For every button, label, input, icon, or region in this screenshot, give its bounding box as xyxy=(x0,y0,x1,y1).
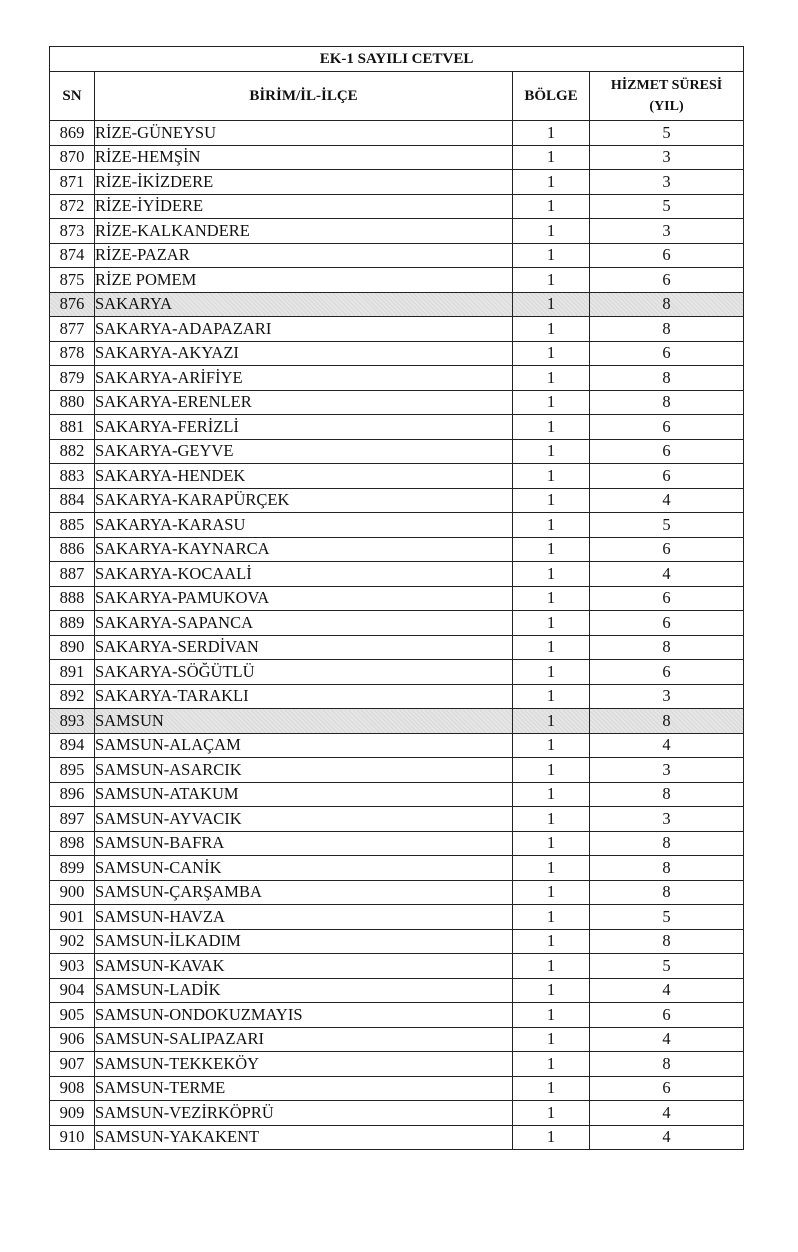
cell-yil: 8 xyxy=(590,1052,744,1077)
table-row xyxy=(50,243,744,268)
cell-bolge: 1 xyxy=(513,1052,590,1077)
cell-sn: 893 xyxy=(50,709,95,734)
cell-yil: 6 xyxy=(590,537,744,562)
cell-sn: 874 xyxy=(50,243,95,268)
cell-yil: 6 xyxy=(590,439,744,464)
cell-birim: SAMSUN-ONDOKUZMAYIS xyxy=(95,1003,513,1028)
cell-sn: 876 xyxy=(50,292,95,317)
cell-birim: SAKARYA xyxy=(95,292,513,317)
cell-birim: SAKARYA-KARAPÜRÇEK xyxy=(95,488,513,513)
cell-bolge: 1 xyxy=(513,929,590,954)
cell-yil: 8 xyxy=(590,856,744,881)
table-row xyxy=(50,219,744,244)
cell-bolge: 1 xyxy=(513,978,590,1003)
table-row xyxy=(50,1101,744,1126)
cell-birim: RİZE-İKİZDERE xyxy=(95,170,513,195)
cell-birim: SAKARYA-HENDEK xyxy=(95,464,513,489)
ek1-cetvel-table xyxy=(49,46,744,1150)
table-row xyxy=(50,562,744,587)
cell-yil: 4 xyxy=(590,1125,744,1150)
cell-yil: 8 xyxy=(590,782,744,807)
table-title: EK-1 SAYILI CETVEL xyxy=(50,47,744,72)
cell-bolge: 1 xyxy=(513,733,590,758)
cell-yil: 8 xyxy=(590,929,744,954)
cell-yil: 6 xyxy=(590,268,744,293)
cell-bolge: 1 xyxy=(513,905,590,930)
cell-birim: SAKARYA-SÖĞÜTLÜ xyxy=(95,660,513,685)
cell-bolge: 1 xyxy=(513,1027,590,1052)
cell-birim: SAKARYA-SERDİVAN xyxy=(95,635,513,660)
cell-bolge: 1 xyxy=(513,464,590,489)
table-row xyxy=(50,317,744,342)
cell-sn: 902 xyxy=(50,929,95,954)
table-row xyxy=(50,929,744,954)
cell-bolge: 1 xyxy=(513,341,590,366)
table-row xyxy=(50,292,744,317)
cell-yil: 6 xyxy=(590,660,744,685)
cell-birim: SAKARYA-GEYVE xyxy=(95,439,513,464)
cell-birim: SAKARYA-TARAKLI xyxy=(95,684,513,709)
table-row xyxy=(50,1076,744,1101)
cell-birim: SAKARYA-PAMUKOVA xyxy=(95,586,513,611)
cell-bolge: 1 xyxy=(513,856,590,881)
cell-yil: 8 xyxy=(590,317,744,342)
cell-yil: 6 xyxy=(590,243,744,268)
table-row xyxy=(50,758,744,783)
cell-yil: 8 xyxy=(590,292,744,317)
table-row xyxy=(50,880,744,905)
cell-birim: SAMSUN-AYVACIK xyxy=(95,807,513,832)
cell-sn: 899 xyxy=(50,856,95,881)
cell-bolge: 1 xyxy=(513,292,590,317)
cell-yil: 3 xyxy=(590,219,744,244)
cell-yil: 4 xyxy=(590,488,744,513)
cell-bolge: 1 xyxy=(513,219,590,244)
cell-sn: 880 xyxy=(50,390,95,415)
cell-bolge: 1 xyxy=(513,121,590,146)
cell-birim: RİZE-İYİDERE xyxy=(95,194,513,219)
table-row xyxy=(50,390,744,415)
cell-sn: 904 xyxy=(50,978,95,1003)
table-row xyxy=(50,194,744,219)
table-row xyxy=(50,586,744,611)
cell-birim: SAMSUN-ATAKUM xyxy=(95,782,513,807)
cell-sn: 871 xyxy=(50,170,95,195)
cell-sn: 908 xyxy=(50,1076,95,1101)
cell-yil: 3 xyxy=(590,145,744,170)
cell-sn: 869 xyxy=(50,121,95,146)
cell-bolge: 1 xyxy=(513,488,590,513)
cell-bolge: 1 xyxy=(513,366,590,391)
cell-bolge: 1 xyxy=(513,1076,590,1101)
cell-bolge: 1 xyxy=(513,390,590,415)
table-row xyxy=(50,537,744,562)
cell-yil: 8 xyxy=(590,635,744,660)
cell-bolge: 1 xyxy=(513,268,590,293)
table-row xyxy=(50,807,744,832)
table-row xyxy=(50,1027,744,1052)
table-row xyxy=(50,954,744,979)
table-row xyxy=(50,145,744,170)
cell-birim: SAMSUN-HAVZA xyxy=(95,905,513,930)
cell-bolge: 1 xyxy=(513,1003,590,1028)
cell-bolge: 1 xyxy=(513,562,590,587)
cell-yil: 3 xyxy=(590,758,744,783)
cell-birim: RİZE-GÜNEYSU xyxy=(95,121,513,146)
cell-sn: 883 xyxy=(50,464,95,489)
cell-birim: SAKARYA-KAYNARCA xyxy=(95,537,513,562)
cell-bolge: 1 xyxy=(513,782,590,807)
cell-sn: 875 xyxy=(50,268,95,293)
cell-yil: 3 xyxy=(590,807,744,832)
cell-yil: 8 xyxy=(590,831,744,856)
cell-birim: SAKARYA-ADAPAZARI xyxy=(95,317,513,342)
cell-birim: SAMSUN-ASARCIK xyxy=(95,758,513,783)
header-bolge: BÖLGE xyxy=(513,72,590,121)
table-title-row xyxy=(50,47,744,72)
cell-bolge: 1 xyxy=(513,513,590,538)
cell-birim: SAKARYA-KOCAALİ xyxy=(95,562,513,587)
cell-sn: 897 xyxy=(50,807,95,832)
cell-sn: 895 xyxy=(50,758,95,783)
cell-yil: 5 xyxy=(590,905,744,930)
table-row xyxy=(50,513,744,538)
cell-yil: 3 xyxy=(590,170,744,195)
cell-birim: SAKARYA-KARASU xyxy=(95,513,513,538)
table-row xyxy=(50,635,744,660)
table-body xyxy=(50,121,744,1150)
table-row xyxy=(50,121,744,146)
cell-birim: SAMSUN-ALAÇAM xyxy=(95,733,513,758)
cell-birim: SAMSUN-YAKAKENT xyxy=(95,1125,513,1150)
cell-birim: SAKARYA-ERENLER xyxy=(95,390,513,415)
cell-yil: 5 xyxy=(590,121,744,146)
cell-birim: SAMSUN-ÇARŞAMBA xyxy=(95,880,513,905)
cell-birim: SAKARYA-FERİZLİ xyxy=(95,415,513,440)
cell-sn: 872 xyxy=(50,194,95,219)
cell-yil: 5 xyxy=(590,513,744,538)
cell-bolge: 1 xyxy=(513,660,590,685)
cell-sn: 873 xyxy=(50,219,95,244)
cell-sn: 910 xyxy=(50,1125,95,1150)
cell-bolge: 1 xyxy=(513,194,590,219)
table-row xyxy=(50,439,744,464)
table-row xyxy=(50,1052,744,1077)
cell-yil: 8 xyxy=(590,880,744,905)
cell-yil: 6 xyxy=(590,341,744,366)
cell-sn: 877 xyxy=(50,317,95,342)
cell-sn: 898 xyxy=(50,831,95,856)
table-row xyxy=(50,856,744,881)
cell-yil: 6 xyxy=(590,611,744,636)
table-row xyxy=(50,488,744,513)
table-row xyxy=(50,831,744,856)
cell-yil: 6 xyxy=(590,586,744,611)
cell-bolge: 1 xyxy=(513,415,590,440)
cell-birim: SAMSUN-CANİK xyxy=(95,856,513,881)
header-sn: SN xyxy=(50,72,95,121)
cell-bolge: 1 xyxy=(513,880,590,905)
table-row xyxy=(50,782,744,807)
cell-yil: 6 xyxy=(590,1003,744,1028)
cell-birim: SAMSUN-TEKKEKÖY xyxy=(95,1052,513,1077)
cell-sn: 870 xyxy=(50,145,95,170)
table-header-row xyxy=(50,72,744,121)
cell-sn: 882 xyxy=(50,439,95,464)
table-row xyxy=(50,366,744,391)
table-row xyxy=(50,268,744,293)
cell-birim: SAKARYA-AKYAZI xyxy=(95,341,513,366)
cell-sn: 907 xyxy=(50,1052,95,1077)
header-birim: BİRİM/İL-İLÇE xyxy=(95,72,513,121)
table-row xyxy=(50,341,744,366)
cell-sn: 901 xyxy=(50,905,95,930)
cell-birim: SAMSUN-VEZİRKÖPRÜ xyxy=(95,1101,513,1126)
cell-sn: 891 xyxy=(50,660,95,685)
table-row xyxy=(50,978,744,1003)
cell-bolge: 1 xyxy=(513,243,590,268)
cell-sn: 879 xyxy=(50,366,95,391)
cell-birim: SAMSUN-KAVAK xyxy=(95,954,513,979)
cell-bolge: 1 xyxy=(513,758,590,783)
cell-birim: SAMSUN-TERME xyxy=(95,1076,513,1101)
cell-bolge: 1 xyxy=(513,831,590,856)
cell-birim: SAMSUN xyxy=(95,709,513,734)
cell-sn: 887 xyxy=(50,562,95,587)
cell-bolge: 1 xyxy=(513,317,590,342)
cell-bolge: 1 xyxy=(513,1125,590,1150)
cell-sn: 909 xyxy=(50,1101,95,1126)
table-row xyxy=(50,1125,744,1150)
cell-yil: 8 xyxy=(590,390,744,415)
header-hizmet-suresi-line2: (YIL) xyxy=(649,99,684,114)
header-hizmet-suresi xyxy=(590,72,744,121)
cell-birim: SAMSUN-İLKADIM xyxy=(95,929,513,954)
cell-birim: SAKARYA-ARİFİYE xyxy=(95,366,513,391)
cell-sn: 889 xyxy=(50,611,95,636)
cell-sn: 905 xyxy=(50,1003,95,1028)
cell-sn: 903 xyxy=(50,954,95,979)
cell-sn: 881 xyxy=(50,415,95,440)
table-row xyxy=(50,611,744,636)
cell-bolge: 1 xyxy=(513,586,590,611)
cell-yil: 8 xyxy=(590,366,744,391)
cell-sn: 886 xyxy=(50,537,95,562)
cell-bolge: 1 xyxy=(513,1101,590,1126)
cell-yil: 4 xyxy=(590,562,744,587)
cell-yil: 5 xyxy=(590,954,744,979)
cell-birim: RİZE-KALKANDERE xyxy=(95,219,513,244)
table-row xyxy=(50,660,744,685)
table-row xyxy=(50,464,744,489)
cell-sn: 896 xyxy=(50,782,95,807)
cell-birim: RİZE POMEM xyxy=(95,268,513,293)
header-hizmet-suresi-line1: HİZMET SÜRESİ xyxy=(610,78,723,93)
cell-bolge: 1 xyxy=(513,684,590,709)
cell-yil: 3 xyxy=(590,684,744,709)
table-row xyxy=(50,415,744,440)
cell-birim: SAKARYA-SAPANCA xyxy=(95,611,513,636)
cell-yil: 4 xyxy=(590,733,744,758)
cell-sn: 890 xyxy=(50,635,95,660)
cell-yil: 4 xyxy=(590,978,744,1003)
cell-sn: 884 xyxy=(50,488,95,513)
cell-sn: 878 xyxy=(50,341,95,366)
cell-bolge: 1 xyxy=(513,709,590,734)
cell-sn: 900 xyxy=(50,880,95,905)
cell-yil: 6 xyxy=(590,415,744,440)
table-row xyxy=(50,733,744,758)
table-row xyxy=(50,684,744,709)
cell-bolge: 1 xyxy=(513,170,590,195)
cell-yil: 8 xyxy=(590,709,744,734)
cell-birim: RİZE-PAZAR xyxy=(95,243,513,268)
cell-sn: 894 xyxy=(50,733,95,758)
table-row xyxy=(50,709,744,734)
table-row xyxy=(50,905,744,930)
cell-bolge: 1 xyxy=(513,807,590,832)
cell-bolge: 1 xyxy=(513,954,590,979)
cell-sn: 906 xyxy=(50,1027,95,1052)
cell-birim: SAMSUN-LADİK xyxy=(95,978,513,1003)
cell-bolge: 1 xyxy=(513,537,590,562)
cell-sn: 888 xyxy=(50,586,95,611)
cell-yil: 5 xyxy=(590,194,744,219)
cell-bolge: 1 xyxy=(513,635,590,660)
cell-yil: 6 xyxy=(590,1076,744,1101)
table-row xyxy=(50,170,744,195)
cell-birim: RİZE-HEMŞİN xyxy=(95,145,513,170)
cell-sn: 892 xyxy=(50,684,95,709)
cell-birim: SAMSUN-SALIPAZARI xyxy=(95,1027,513,1052)
table-row xyxy=(50,1003,744,1028)
cell-yil: 4 xyxy=(590,1101,744,1126)
cell-bolge: 1 xyxy=(513,439,590,464)
cell-yil: 4 xyxy=(590,1027,744,1052)
cell-bolge: 1 xyxy=(513,611,590,636)
cell-birim: SAMSUN-BAFRA xyxy=(95,831,513,856)
cell-yil: 6 xyxy=(590,464,744,489)
cell-sn: 885 xyxy=(50,513,95,538)
cell-bolge: 1 xyxy=(513,145,590,170)
